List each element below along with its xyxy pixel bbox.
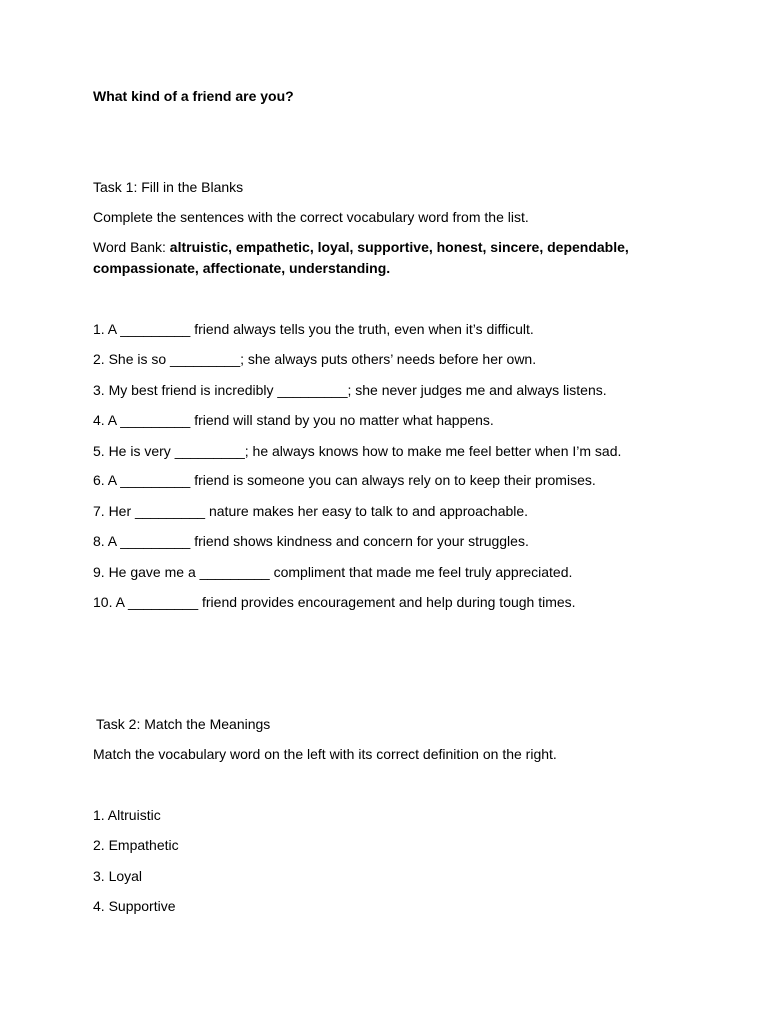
word-bank [93, 237, 683, 279]
word-bank-label: Word Bank: [93, 239, 170, 255]
sentence-2: 2. She is so _________; she always puts others’ needs before her own. [93, 351, 537, 367]
sentence-10: 10. A _________ friend provides encouragement and help during tough times. [93, 594, 576, 610]
word-bank-words: altruistic, empathetic, loyal, supportive, honest, sincere, dependable, compassionate, affectionate, understanding. [93, 239, 629, 276]
task1-instruction: Complete the sentences with the correct vocabulary word from the list. [93, 209, 529, 225]
task1-heading: Task 1: Fill in the Blanks [93, 179, 244, 195]
match-item-1: 1. Altruistic [93, 807, 161, 823]
sentence-9: 9. He gave me a _________ compliment that made me feel truly appreciated. [93, 564, 573, 580]
sentence-1: 1. A _________ friend always tells you the truth, even when it’s difficult. [93, 321, 534, 337]
sentence-5: 5. He is very _________; he always knows how to make me feel better when I’m sad. [93, 443, 622, 459]
sentence-3: 3. My best friend is incredibly _________; she never judges me and always listens. [93, 382, 607, 398]
match-item-3: 3. Loyal [93, 868, 143, 884]
sentence-8: 8. A _________ friend shows kindness and concern for your struggles. [93, 533, 529, 549]
sentence-7: 7. Her _________ nature makes her easy to talk to and approachable. [93, 503, 529, 519]
sentence-4: 4. A _________ friend will stand by you no matter what happens. [93, 412, 494, 428]
match-item-4: 4. Supportive [93, 898, 176, 914]
sentence-6: 6. A _________ friend is someone you can always rely on to keep their promises. [93, 472, 596, 488]
page-title: What kind of a friend are you? [93, 88, 294, 104]
task2-heading: Task 2: Match the Meanings [96, 716, 271, 732]
task2-instruction: Match the vocabulary word on the left with its correct definition on the right. [93, 746, 557, 762]
match-item-2: 2. Empathetic [93, 837, 179, 853]
